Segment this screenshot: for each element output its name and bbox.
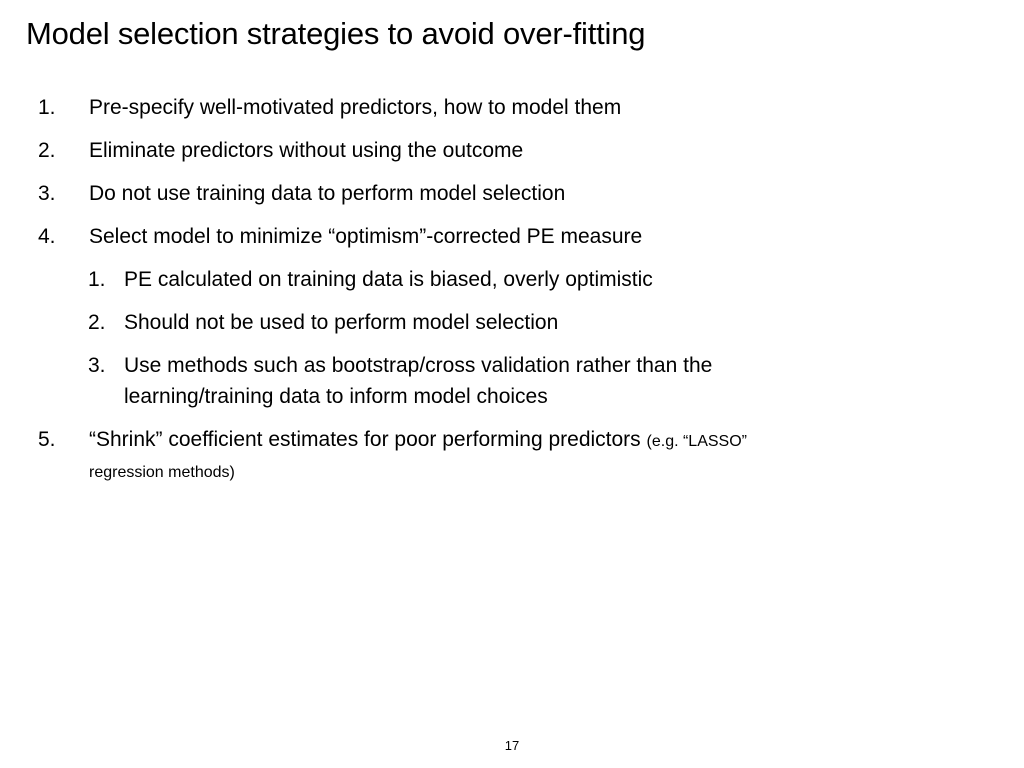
slide-title: Model selection strategies to avoid over-fitting (26, 16, 646, 51)
list-item (0, 135, 1024, 166)
list-item-text: “Shrink” coefficient estimates for poor performing predictors (89, 428, 641, 451)
sub-list-item-number: 3. (88, 354, 106, 377)
list-item (0, 178, 1024, 209)
sub-list-item-text: PE calculated on training data is biased, overly optimistic (124, 268, 653, 291)
sub-list-item-number: 2. (88, 311, 106, 334)
sub-list-item (0, 350, 1024, 412)
sub-list-item-text: Should not be used to perform model selection (124, 311, 559, 334)
list-item (0, 92, 1024, 123)
sub-list-item-text: Use methods such as bootstrap/cross validation rather than the learning/training data to inform model choices (124, 354, 713, 408)
sub-list-item (0, 264, 1024, 295)
sub-list-item-number: 1. (88, 268, 106, 291)
list-item-text-wrapper (89, 424, 789, 486)
list-item (0, 424, 1024, 486)
list-item-text: Eliminate predictors without using the outcome (89, 139, 524, 162)
list-item-number: 1. (38, 96, 56, 119)
list-item-number: 2. (38, 139, 56, 162)
list-item-text: Do not use training data to perform model selection (89, 182, 566, 205)
list-item (0, 221, 1024, 252)
list-item-text: Select model to minimize “optimism”-corrected PE measure (89, 225, 643, 248)
page-number: 17 (504, 738, 520, 753)
list-item-number: 3. (38, 182, 56, 205)
numbered-list (0, 92, 1024, 486)
sub-list-item (0, 307, 1024, 338)
list-item-number: 4. (38, 225, 56, 248)
list-item-note: (e.g. “LASSO” regression methods) (89, 433, 747, 481)
list-item-number: 5. (38, 428, 56, 451)
list-item-text: Pre-specify well-motivated predictors, how to model them (89, 96, 622, 119)
